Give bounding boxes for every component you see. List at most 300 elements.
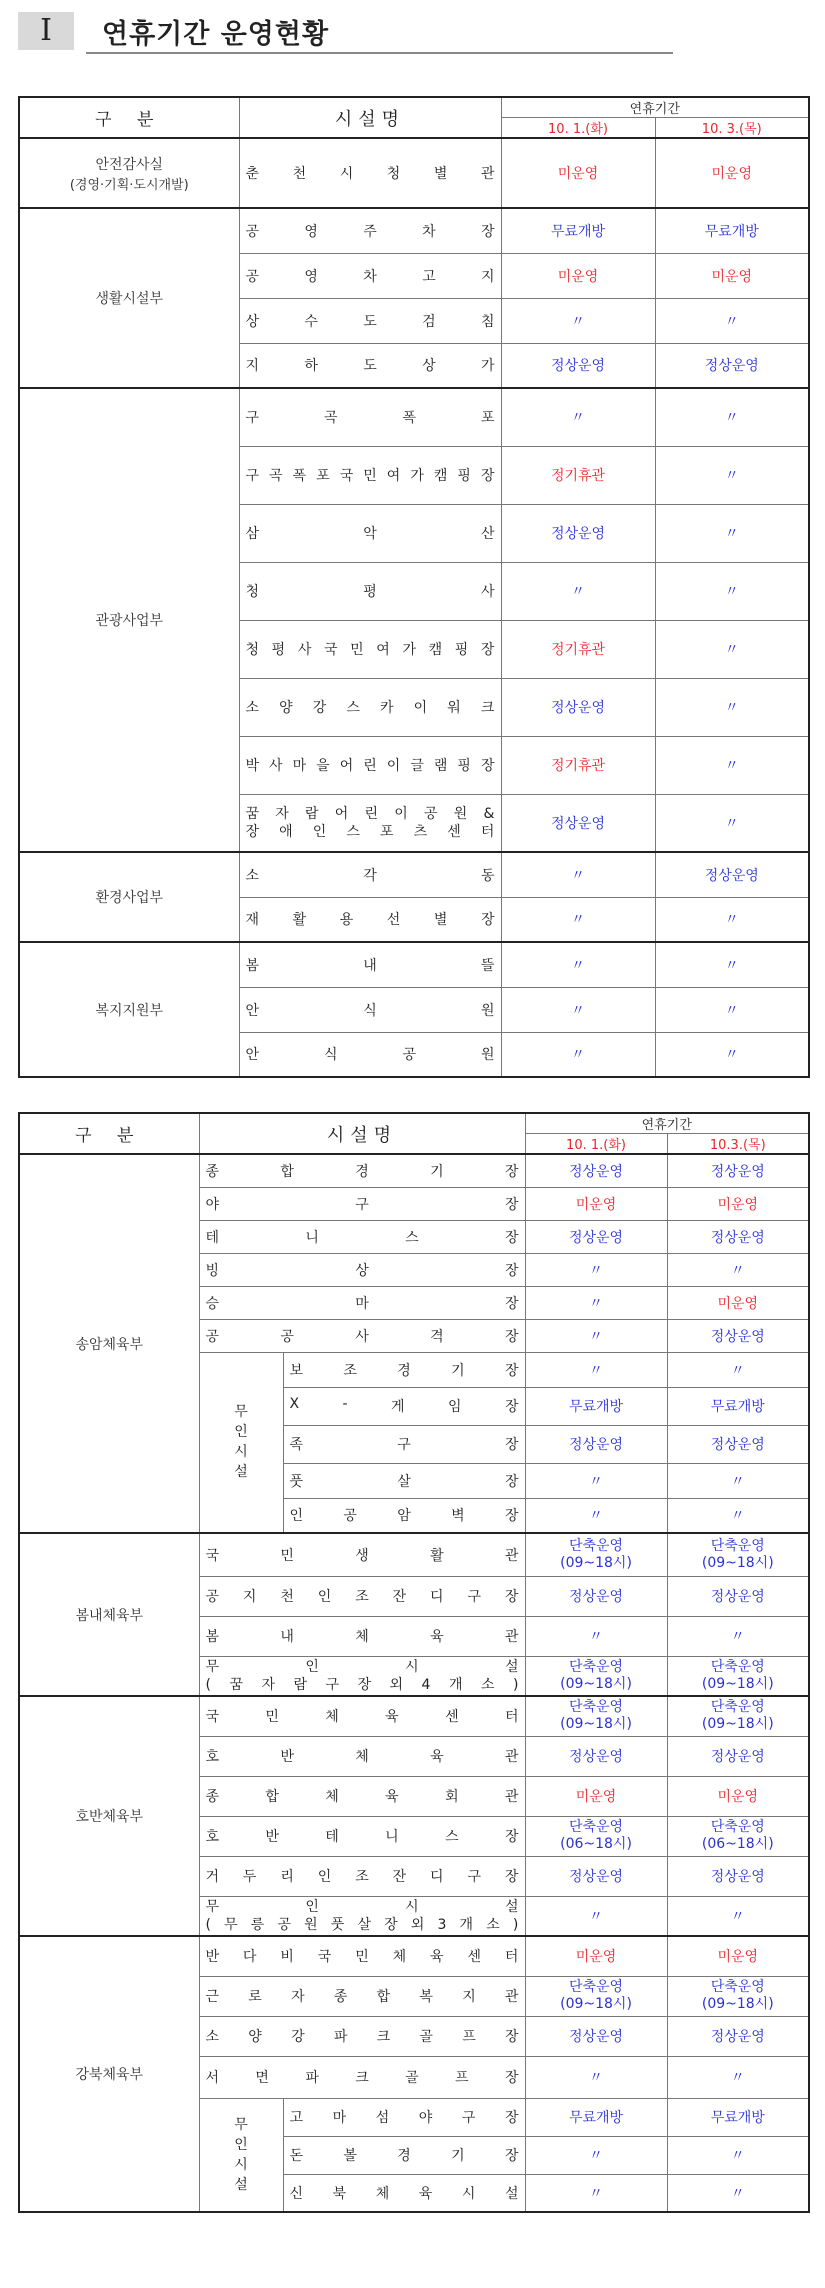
status-oct3 (667, 1896, 809, 1936)
status-oct1 (525, 1816, 667, 1856)
dept-label: 호반체육부 (75, 1809, 144, 1825)
status-text: 정상운영 (710, 1437, 765, 1453)
status-oct1 (525, 1425, 667, 1463)
status-text: 정상운영 (568, 1869, 624, 1885)
facility-name (239, 138, 501, 208)
header-category: 구 분 (19, 97, 239, 138)
facility-label: 공 영 주 차 장 (245, 223, 495, 240)
status-text: 〃 (724, 815, 739, 832)
facility-name (239, 678, 501, 736)
facility-name (239, 562, 501, 620)
status-oct1 (501, 678, 655, 736)
dept-env (19, 852, 239, 942)
facility-name (239, 1032, 501, 1077)
status-oct1 (525, 1286, 667, 1319)
status-oct1 (525, 1576, 667, 1616)
dept-label: 생활시설부 (95, 291, 164, 307)
status-oct3 (667, 1154, 809, 1187)
facility-label: 봄 내 체 육 관 (205, 1629, 519, 1645)
status-oct3 (667, 1816, 809, 1856)
status-text: 단축운영 (710, 1979, 765, 1995)
section-heading: 연휴기간 운영현황 (102, 19, 330, 50)
status-text: 무료개방 (550, 223, 606, 240)
status-oct3 (667, 1498, 809, 1533)
status-text: 미운영 (711, 166, 753, 182)
status-oct1 (525, 2136, 667, 2174)
status-text: 단축운영 (568, 1537, 624, 1554)
facility-label: 테 니 스 장 (205, 1229, 519, 1246)
status-oct1 (525, 1736, 667, 1776)
facility-label: 고 마 섬 야 구 장 (289, 2110, 519, 2126)
status-text: 〃 (724, 313, 739, 330)
status-text: 〃 (724, 1002, 739, 1019)
status-text: 〃 (571, 410, 585, 427)
status-oct1 (525, 1936, 667, 1976)
status-oct3 (655, 343, 809, 388)
dept-label: 환경사업부 (95, 890, 164, 906)
status-oct1 (501, 897, 655, 942)
dept-hoban (19, 1696, 199, 1936)
status-oct3 (667, 1425, 809, 1463)
status-text: 〃 (730, 1262, 745, 1279)
status-oct1 (501, 620, 655, 678)
dept-label: 관광사업부 (95, 613, 164, 629)
status-text: 미운영 (557, 268, 599, 285)
facility-name (283, 1387, 525, 1425)
status-oct3 (667, 1856, 809, 1896)
dept-welfare (19, 942, 239, 1077)
facility-name (239, 298, 501, 343)
status-text: 〃 (730, 1473, 745, 1490)
header-period: 연휴기간 (525, 1113, 809, 1134)
title-underline (86, 52, 673, 54)
status-oct3 (667, 1253, 809, 1286)
facility-label: 공 공 사 격 장 (205, 1328, 519, 1345)
facility-name (199, 1187, 525, 1220)
status-oct1 (501, 562, 655, 620)
facility-label: 돈 볼 경 기 장 (289, 2148, 519, 2164)
status-oct1 (501, 794, 655, 852)
status-oct1 (501, 987, 655, 1032)
status-text: 미운영 (575, 1789, 617, 1805)
facility-name (239, 446, 501, 504)
status-text: 〃 (730, 1908, 745, 1925)
facility-name (283, 2136, 525, 2174)
status-oct1 (501, 388, 655, 446)
status-oct3 (655, 138, 809, 208)
status-text: 정상운영 (568, 1749, 624, 1765)
facility-label: 소 양 강 스 카 이 워 크 (245, 700, 495, 716)
table-row (19, 1154, 809, 1187)
status-text: 정상운영 (568, 1163, 624, 1180)
status-oct3 (667, 1387, 809, 1425)
facility-name (239, 942, 501, 987)
status-oct1 (525, 1896, 667, 1936)
status-text: 정상운영 (710, 1749, 765, 1765)
status-text: 〃 (730, 1362, 745, 1379)
unmanned-group (199, 2098, 283, 2212)
status-text: 〃 (589, 1328, 604, 1345)
table-row (19, 1533, 809, 1576)
header-facility: 시설명 (199, 1113, 525, 1154)
status-text: 정상운영 (568, 1437, 624, 1453)
facility-name (239, 253, 501, 298)
status-text: 〃 (724, 526, 739, 542)
status-oct3 (667, 2098, 809, 2136)
status-text: 〃 (571, 1047, 585, 1064)
facility-label: ( 무 릉 공 원 풋 살 장 외 3 개 소 ) (205, 1916, 519, 1933)
status-oct1 (501, 504, 655, 562)
facility-name (199, 1533, 525, 1576)
facility-label: 근 로 자 종 합 복 지 관 (205, 1989, 519, 2005)
section-number: Ⅰ (18, 12, 74, 50)
status-text: 〃 (589, 1908, 604, 1925)
status-text: 〃 (589, 1629, 604, 1645)
status-oct1 (525, 2174, 667, 2212)
status-text: 〃 (724, 912, 739, 929)
facility-name (283, 2098, 525, 2136)
facility-label: 호 반 테 니 스 장 (205, 1829, 519, 1845)
status-oct1 (525, 1463, 667, 1498)
status-oct3 (667, 1656, 809, 1696)
dept-label: 봄내체육부 (75, 1607, 144, 1624)
status-text: 정상운영 (710, 1589, 765, 1605)
status-oct1 (525, 1498, 667, 1533)
facility-name (239, 987, 501, 1032)
facility-label: 거 두 리 인 조 잔 디 구 장 (205, 1869, 519, 1885)
status-text: 미운영 (717, 1789, 759, 1805)
status-text: 정상운영 (710, 1163, 765, 1180)
status-text: 〃 (724, 700, 739, 716)
facility-name (239, 794, 501, 852)
status-oct1 (525, 1220, 667, 1253)
status-oct1 (501, 942, 655, 987)
status-oct3 (655, 678, 809, 736)
facility-name (199, 1936, 525, 1976)
facility-name (199, 1856, 525, 1896)
status-text: 〃 (589, 1473, 604, 1490)
status-text: 〃 (571, 912, 585, 929)
status-oct3 (667, 1776, 809, 1816)
facility-name (239, 736, 501, 794)
status-text: 정기휴관 (550, 468, 606, 484)
facility-label: 구 곡 폭 포 국 민 여 가 캠 핑 장 (245, 468, 495, 484)
status-text: 〃 (724, 957, 739, 974)
facility-label: 신 북 체 육 시 설 (289, 2185, 519, 2202)
header-date-2: 10. 3.(목) (655, 118, 809, 139)
status-text: 정상운영 (550, 700, 606, 716)
status-oct3 (667, 2174, 809, 2212)
status-oct3 (655, 562, 809, 620)
status-text: 〃 (571, 957, 585, 974)
status-oct1 (501, 736, 655, 794)
status-text: 〃 (589, 2185, 604, 2202)
status-text: 미운영 (557, 166, 599, 182)
dept-gangbuk (19, 1936, 199, 2212)
status-oct1 (525, 1856, 667, 1896)
status-text: 정상운영 (704, 867, 759, 884)
header-category: 구 분 (19, 1113, 199, 1154)
status-oct3 (655, 253, 809, 298)
facility-label: 춘 천 시 청 별 관 (245, 166, 495, 182)
facility-name (199, 1736, 525, 1776)
facility-name (239, 852, 501, 897)
status-oct1 (525, 1656, 667, 1696)
status-text: 〃 (589, 2070, 604, 2086)
status-oct3 (667, 2136, 809, 2174)
status-oct1 (501, 253, 655, 298)
facility-label: 안 식 공 원 (245, 1047, 495, 1064)
facility-name (199, 1696, 525, 1736)
facility-label: 안 식 원 (245, 1002, 495, 1019)
status-text: 정기휴관 (550, 642, 606, 658)
facility-name (283, 1498, 525, 1533)
status-text: 정상운영 (710, 1869, 765, 1885)
status-hours: (09~18시) (701, 1675, 774, 1692)
status-text: 〃 (589, 2148, 604, 2164)
table-row (19, 208, 809, 253)
status-text: 무료개방 (568, 2110, 624, 2126)
facility-name (199, 1616, 525, 1656)
status-text: 〃 (589, 1295, 604, 1312)
status-oct1 (525, 1696, 667, 1736)
facility-label: 공 영 차 고 지 (245, 268, 495, 285)
status-text: 정상운영 (710, 1328, 765, 1345)
facility-label: 족 구 장 (289, 1437, 519, 1453)
facility-name (199, 1220, 525, 1253)
status-text: 단축운영 (568, 1979, 624, 1995)
status-oct3 (667, 1936, 809, 1976)
status-oct1 (501, 138, 655, 208)
status-oct1 (525, 1616, 667, 1656)
status-text: 단축운영 (710, 1537, 765, 1554)
facility-name (239, 504, 501, 562)
status-oct1 (525, 1187, 667, 1220)
status-text: 단축운영 (568, 1699, 624, 1716)
facility-label: 재 활 용 선 별 장 (245, 912, 495, 929)
status-text: 정상운영 (550, 526, 606, 542)
status-text: 정상운영 (550, 815, 606, 832)
dept-sublabel: (경영·기획·도시개발) (69, 177, 189, 193)
facility-name (239, 897, 501, 942)
facility-label: 청 평 사 (245, 584, 495, 600)
status-oct3 (655, 852, 809, 897)
status-oct3 (655, 388, 809, 446)
facility-name (199, 1776, 525, 1816)
facility-name (199, 1816, 525, 1856)
status-text: 〃 (730, 1508, 745, 1525)
facility-label: 꿈 자 람 어 린 이 공 원 & (245, 805, 495, 822)
status-oct3 (667, 1286, 809, 1319)
status-text: 〃 (724, 410, 739, 427)
header-date-1: 10. 1.(화) (525, 1134, 667, 1155)
status-text: 무료개방 (704, 223, 759, 240)
facility-label: 종 합 경 기 장 (205, 1163, 519, 1180)
facility-label: 종 합 체 육 회 관 (205, 1789, 519, 1805)
status-oct3 (667, 1463, 809, 1498)
status-oct1 (525, 1319, 667, 1352)
status-oct1 (525, 1352, 667, 1387)
dept-label: 강북체육부 (75, 2067, 144, 2083)
status-oct3 (667, 2056, 809, 2098)
status-text: 〃 (730, 2185, 745, 2202)
facility-name (283, 1463, 525, 1498)
facility-label: 승 마 장 (205, 1295, 519, 1312)
dept-life (19, 208, 239, 388)
facility-label: 상 수 도 검 침 (245, 313, 495, 330)
status-hours: (09~18시) (701, 1996, 774, 2012)
status-oct1 (525, 1154, 667, 1187)
facility-name (283, 1425, 525, 1463)
status-oct1 (525, 1533, 667, 1576)
facility-label: 보 조 경 기 장 (289, 1362, 519, 1379)
status-oct3 (667, 1696, 809, 1736)
status-oct3 (655, 504, 809, 562)
facility-name (199, 1319, 525, 1352)
status-oct1 (501, 446, 655, 504)
facility-name (239, 388, 501, 446)
status-oct3 (667, 1616, 809, 1656)
status-text: 〃 (724, 1047, 739, 1064)
status-text: 미운영 (717, 1949, 759, 1966)
status-text: 단축운영 (710, 1658, 765, 1675)
status-oct1 (525, 1776, 667, 1816)
header-date-2: 10.3.(목) (667, 1134, 809, 1155)
status-text: 〃 (589, 1362, 604, 1379)
dept-label: 복지지원부 (95, 1002, 164, 1019)
facility-label: 야 구 장 (205, 1196, 519, 1213)
facility-name (199, 1656, 525, 1696)
facility-label: 봄 내 뜰 (245, 957, 495, 974)
facility-label: 호 반 체 육 관 (205, 1749, 519, 1765)
status-oct1 (501, 343, 655, 388)
status-text: 정상운영 (568, 1589, 624, 1605)
status-oct1 (501, 852, 655, 897)
table-row (19, 1936, 809, 1976)
status-oct3 (655, 208, 809, 253)
status-text: 〃 (730, 2070, 745, 2086)
unmanned-label: 무 인 시 설 (234, 2116, 248, 2193)
table-row (19, 1696, 809, 1736)
facility-label: 구 곡 폭 포 (245, 410, 495, 427)
header-facility: 시설명 (239, 97, 501, 138)
dept-label: 안전감사실 (95, 156, 164, 173)
status-text: 〃 (724, 642, 739, 658)
facility-label: 무 인 시 설 (205, 1898, 519, 1915)
status-hours: (06~18시) (701, 1836, 774, 1852)
facility-name (239, 620, 501, 678)
facility-name (199, 1576, 525, 1616)
facility-name (199, 1253, 525, 1286)
facility-label: 소 각 동 (245, 867, 495, 884)
status-oct1 (525, 2016, 667, 2056)
facility-label: 국 민 생 활 관 (205, 1547, 519, 1564)
facility-label: 공 지 천 인 조 잔 디 구 장 (205, 1589, 519, 1605)
facility-label: 국 민 체 육 센 터 (205, 1709, 519, 1726)
status-text: 〃 (730, 2148, 745, 2164)
status-hours: (09~18시) (701, 1716, 774, 1733)
facility-label: 소 양 강 파 크 골 프 장 (205, 2029, 519, 2045)
facility-name (283, 1352, 525, 1387)
status-oct1 (525, 1253, 667, 1286)
status-text: 단축운영 (568, 1819, 624, 1835)
facility-label: 풋 살 장 (289, 1473, 519, 1490)
facility-label: 장 애 인 스 포 츠 센 터 (245, 823, 495, 840)
status-oct3 (655, 736, 809, 794)
status-oct3 (655, 794, 809, 852)
facility-name (199, 2056, 525, 2098)
status-text: 〃 (571, 584, 585, 600)
facility-label: 청 평 사 국 민 여 가 캠 핑 장 (245, 642, 495, 658)
facility-name (283, 2174, 525, 2212)
status-oct1 (525, 1976, 667, 2016)
table-row (19, 942, 809, 987)
facility-name (239, 208, 501, 253)
status-text: 미운영 (717, 1295, 759, 1312)
status-text: 〃 (730, 1629, 745, 1645)
facility-table-1 (18, 96, 810, 1078)
facility-label: 박 사 마 을 어 린 이 글 램 핑 장 (245, 758, 495, 774)
header-date-1: 10. 1.(화) (501, 118, 655, 139)
facility-label: 무 인 시 설 (205, 1658, 519, 1675)
facility-name (199, 2016, 525, 2056)
status-text: 정상운영 (550, 358, 606, 375)
header-period: 연휴기간 (501, 97, 809, 118)
status-text: 미운영 (575, 1196, 617, 1213)
status-text: 〃 (589, 1508, 604, 1525)
facility-table-2 (18, 1112, 810, 2213)
status-oct3 (655, 1032, 809, 1077)
status-text: 미운영 (717, 1196, 759, 1213)
dept-safety (19, 138, 239, 208)
facility-label: 인 공 암 벽 장 (289, 1508, 519, 1525)
status-text: 〃 (571, 313, 585, 330)
status-text: 정상운영 (710, 2029, 765, 2045)
table-row (19, 852, 809, 897)
facility-name (199, 1896, 525, 1936)
status-oct1 (501, 1032, 655, 1077)
status-hours: (09~18시) (701, 1554, 774, 1571)
table-row (19, 138, 809, 208)
status-oct3 (655, 446, 809, 504)
status-text: 정상운영 (704, 358, 759, 375)
status-hours: (09~18시) (560, 1996, 632, 2012)
status-text: 무료개방 (710, 1399, 765, 1415)
status-oct3 (655, 620, 809, 678)
status-text: 무료개방 (568, 1399, 624, 1415)
status-oct3 (655, 298, 809, 343)
status-text: 단축운영 (710, 1699, 765, 1716)
status-text: 〃 (724, 758, 739, 774)
status-oct3 (655, 987, 809, 1032)
status-text: 단축운영 (568, 1658, 624, 1675)
status-text: 〃 (589, 1262, 604, 1279)
status-oct1 (501, 208, 655, 253)
status-text: 〃 (724, 468, 739, 484)
status-oct3 (655, 942, 809, 987)
facility-name (199, 1154, 525, 1187)
facility-label: 지 하 도 상 가 (245, 358, 495, 375)
status-hours: (09~18시) (560, 1675, 632, 1692)
status-hours: (09~18시) (560, 1716, 632, 1733)
status-oct1 (525, 2056, 667, 2098)
facility-label: 삼 악 산 (245, 526, 495, 542)
status-oct1 (525, 1387, 667, 1425)
facility-label: X - 게 임 장 (289, 1396, 519, 1415)
status-hours: (09~18시) (560, 1554, 632, 1571)
status-oct3 (667, 1220, 809, 1253)
facility-label: 반 다 비 국 민 체 육 센 터 (205, 1949, 519, 1966)
